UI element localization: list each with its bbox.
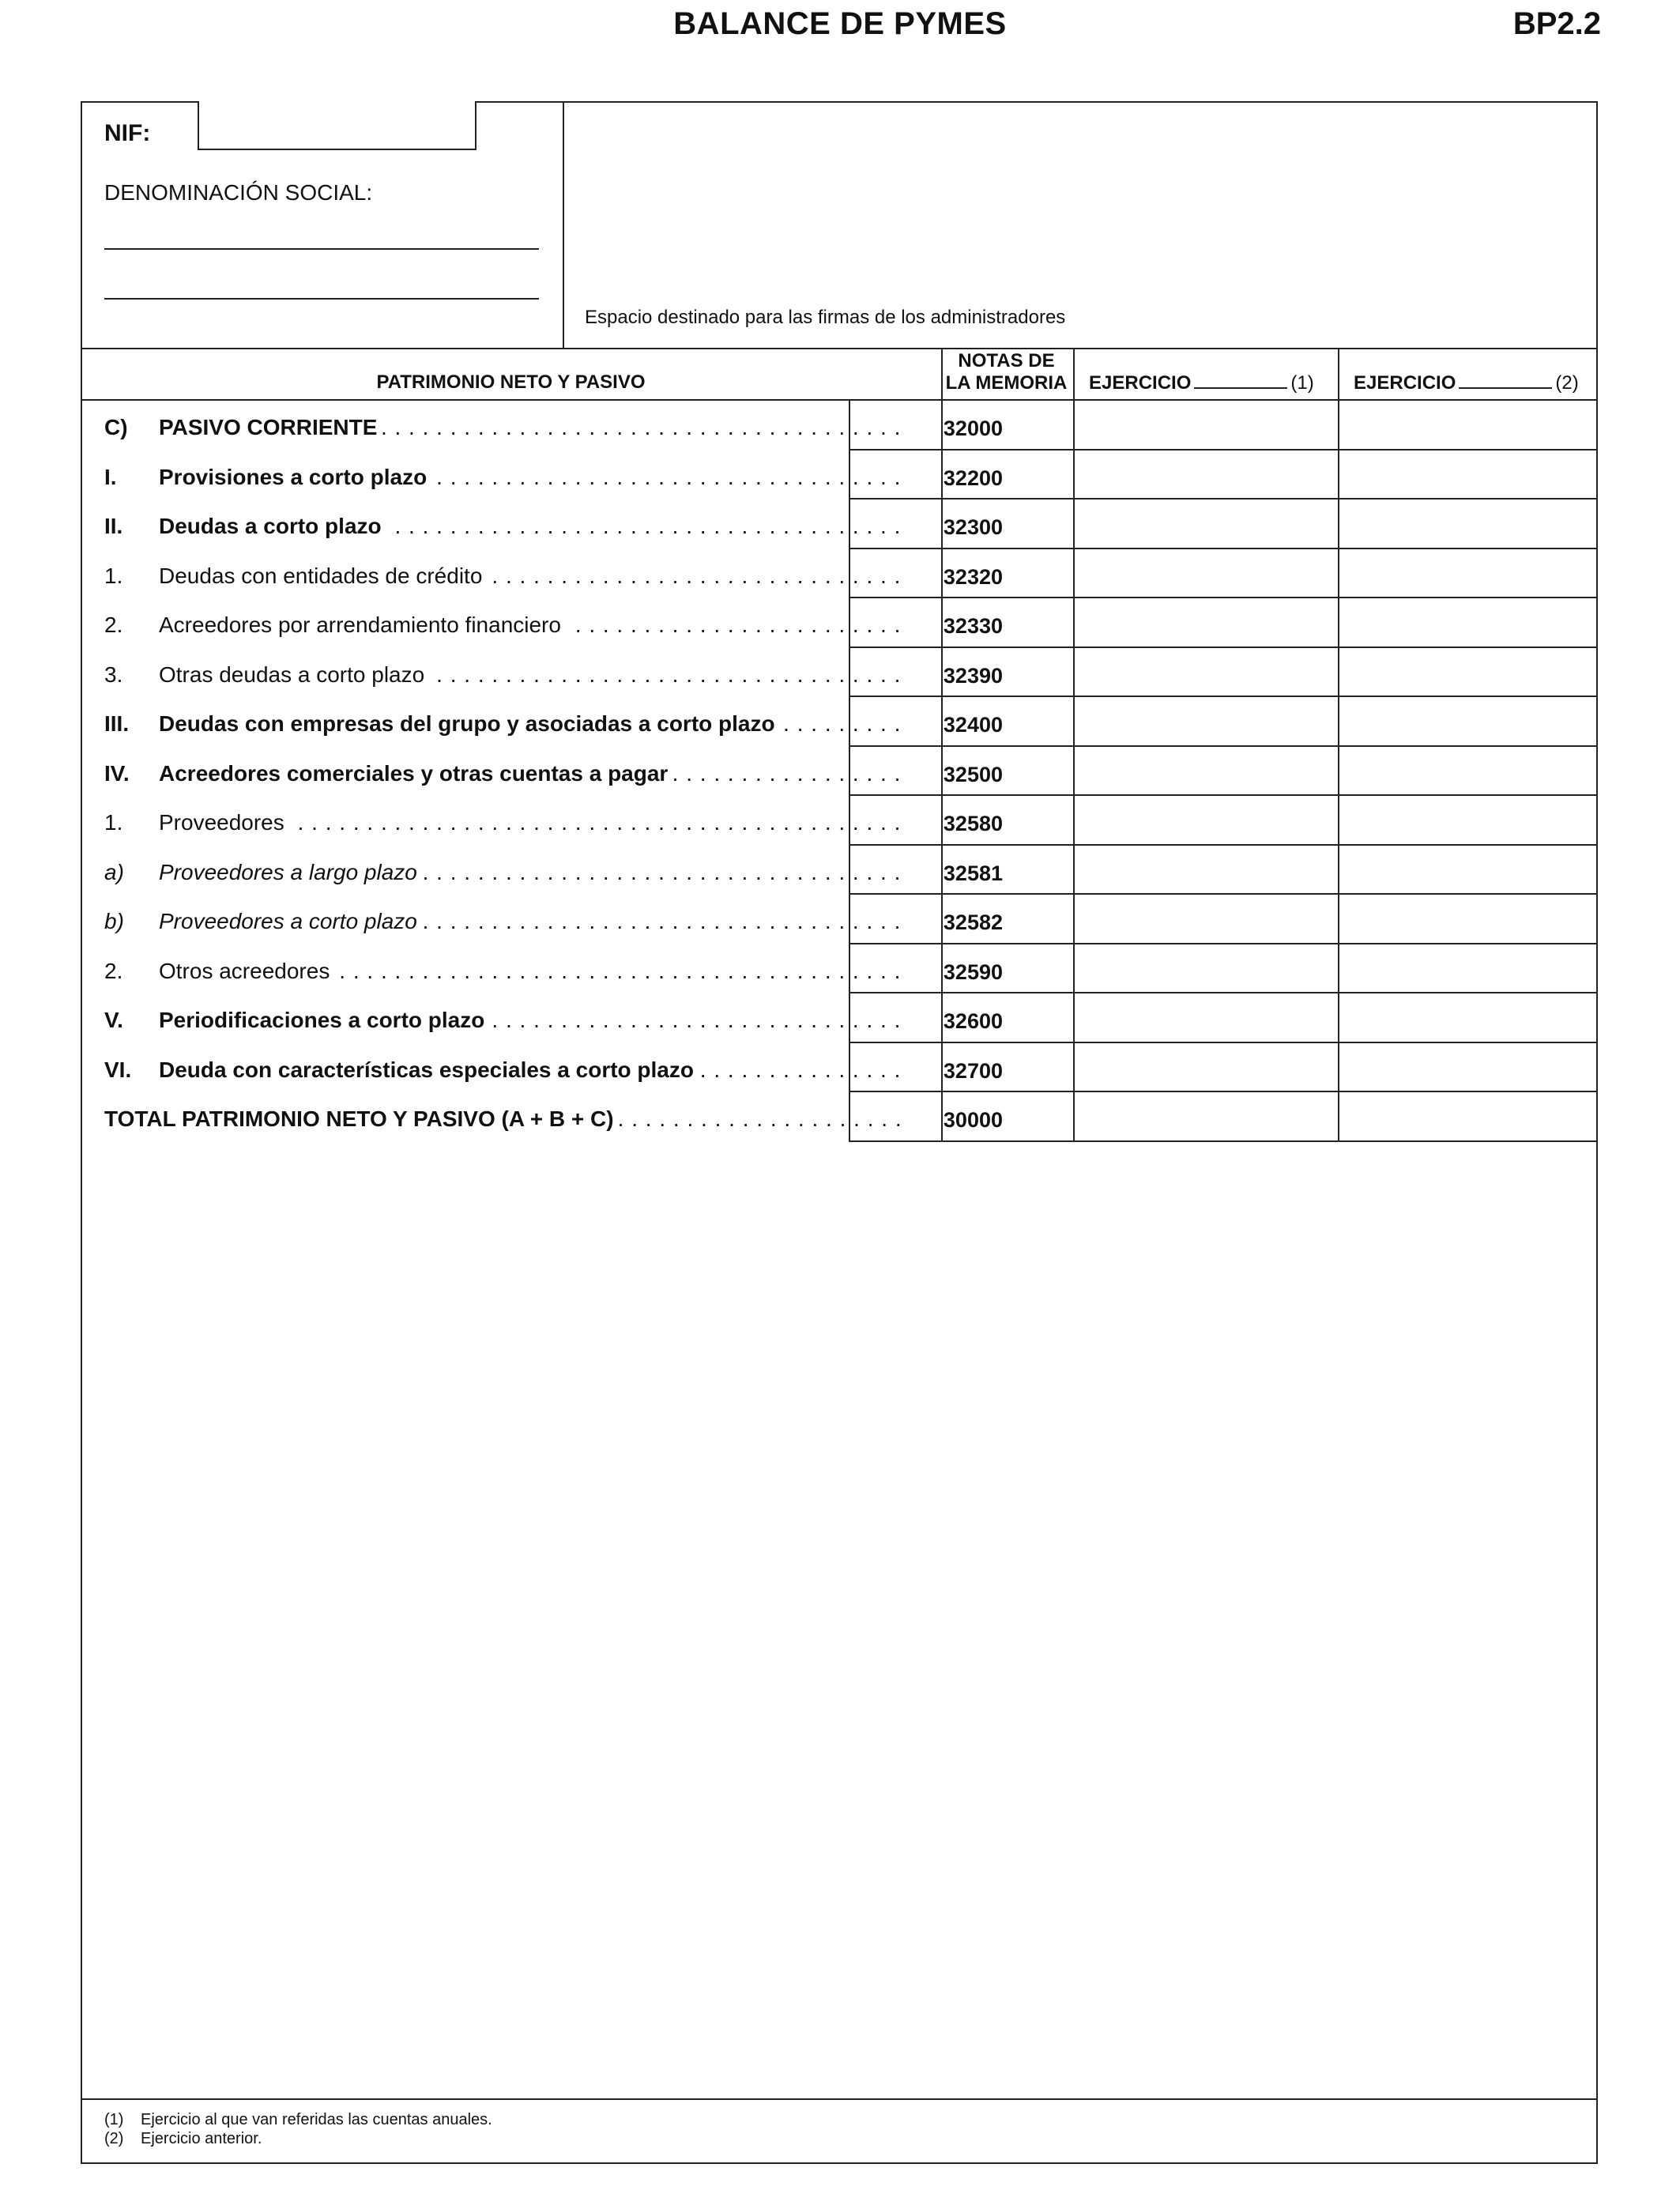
row-label [159, 761, 906, 786]
row-code: 32330 [943, 614, 1003, 638]
table-row [82, 696, 1598, 745]
notas-cell[interactable] [943, 399, 1073, 449]
row-label [159, 810, 906, 835]
header-notas-line-1: NOTAS DE [958, 350, 1055, 371]
row-code: 32580 [943, 812, 1003, 835]
row-number: 1. [104, 810, 123, 835]
row-label-text: TOTAL PATRIMONIO NETO Y PASIVO (A + B + C) [104, 1106, 619, 1131]
id-block-bottom-border [81, 348, 1598, 349]
table-row [82, 548, 1598, 597]
row-code: 30000 [943, 1108, 1003, 1132]
row-number: VI. [104, 1057, 132, 1082]
row-label [159, 613, 906, 638]
ejercicio-1-cell[interactable] [1075, 597, 1338, 647]
header-ejercicio-1 [1089, 371, 1314, 394]
table-row [82, 844, 1598, 893]
ejercicio-1-cell[interactable] [1075, 696, 1338, 745]
ejercicio-2-cell[interactable] [1339, 794, 1596, 844]
nif-label: NIF: [104, 120, 151, 146]
header-notas-memoria [941, 350, 1072, 394]
ejercicio-2-cell[interactable] [1339, 399, 1596, 449]
notas-cell[interactable] [943, 1042, 1073, 1091]
denominacion-label: DENOMINACIÓN SOCIAL: [104, 180, 373, 205]
form-code: BP2.2 [1512, 6, 1601, 41]
notas-cell[interactable] [943, 794, 1073, 844]
table-row [82, 449, 1598, 498]
header-divider-notas [941, 348, 943, 401]
row-code: 32200 [943, 466, 1003, 490]
row-number: III. [104, 711, 130, 736]
row-number: 2. [104, 613, 123, 637]
header-ejercicio-1-label: EJERCICIO [1089, 372, 1192, 394]
row-label [159, 564, 906, 589]
nif-field[interactable] [198, 101, 477, 150]
row-code: 32581 [943, 861, 1003, 885]
footnote-text: Ejercicio al que van referidas las cuentas anuales. [141, 2111, 492, 2128]
notas-cell[interactable] [943, 844, 1073, 894]
notas-cell[interactable] [943, 647, 1073, 696]
header-divider-ej1 [1073, 348, 1075, 401]
row-code: 32590 [943, 959, 1003, 984]
row-code: 32300 [943, 515, 1003, 539]
id-divider [563, 101, 564, 349]
ejercicio-2-cell[interactable] [1339, 597, 1596, 647]
ejercicio-2-cell[interactable] [1339, 1042, 1596, 1091]
ejercicio-1-cell[interactable] [1075, 893, 1338, 943]
notas-cell[interactable] [943, 992, 1073, 1042]
ejercicio-1-cell[interactable] [1075, 745, 1338, 795]
ejercicio-1-cell[interactable] [1075, 794, 1338, 844]
denominacion-line-1[interactable] [104, 248, 539, 250]
ejercicio-2-cell[interactable] [1339, 745, 1596, 795]
row-code: 32000 [943, 417, 1003, 440]
ejercicio-1-cell[interactable] [1075, 647, 1338, 696]
table-row [82, 597, 1598, 646]
table-row [82, 745, 1598, 794]
row-number: 1. [104, 563, 123, 588]
footnotes [104, 2110, 492, 2148]
ejercicio-1-cell[interactable] [1075, 1042, 1338, 1091]
row-label-text: Proveedores a largo plazo [159, 860, 422, 884]
ejercicio-1-cell[interactable] [1075, 399, 1338, 449]
table-row [82, 647, 1598, 696]
row-code: 32390 [943, 663, 1003, 688]
notas-cell[interactable] [943, 597, 1073, 647]
row-number: C) [104, 415, 128, 439]
row-label [159, 415, 906, 440]
row-number: a) [104, 859, 124, 884]
row-label [159, 465, 906, 490]
table-row [82, 498, 1598, 547]
row-label-text: Deudas con empresas del grupo y asociadas a corto plazo [159, 711, 780, 736]
ejercicio-2-cell[interactable] [1339, 844, 1596, 894]
row-number: I. [104, 464, 117, 489]
ejercicio-2-cell[interactable] [1339, 1091, 1596, 1140]
header-notas-line-2: LA MEMORIA [945, 372, 1068, 394]
footnote-text: Ejercicio anterior. [141, 2130, 262, 2147]
row-number: V. [104, 1008, 123, 1032]
notas-cell[interactable] [943, 449, 1073, 499]
signature-area-label: Espacio destinado para las firmas de los administradores [585, 307, 1066, 328]
row-number: 3. [104, 662, 123, 687]
row-label-text: Deuda con características especiales a corto plazo [159, 1057, 699, 1082]
row-number: b) [104, 909, 124, 933]
form-title: BALANCE DE PYMES [673, 6, 1007, 41]
row-code: 32700 [943, 1058, 1003, 1083]
row-label-text: Deudas a corto plazo [159, 514, 386, 538]
footnote [104, 2110, 492, 2129]
table-row [82, 943, 1598, 992]
table-row [82, 893, 1598, 942]
notas-cell[interactable] [943, 696, 1073, 745]
row-label [159, 1057, 906, 1083]
notas-cell[interactable] [943, 745, 1073, 795]
table-row [82, 1091, 1598, 1140]
row-label-text: Periodificaciones a corto plazo [159, 1008, 489, 1032]
footnote-ref: (1) [104, 2111, 124, 2128]
ejercicio-2-cell[interactable] [1339, 548, 1596, 598]
header-ejercicio-1-ref: (1) [1290, 372, 1314, 394]
row-number: IV. [104, 760, 130, 786]
header-divider-ej2 [1338, 348, 1339, 401]
row-label [159, 514, 906, 539]
row-label-text: Provisiones a corto plazo [159, 465, 431, 489]
header-ejercicio-2-label: EJERCICIO [1354, 372, 1456, 394]
row-label-text: Deudas con entidades de crédito [159, 564, 487, 588]
notas-cell[interactable] [943, 498, 1073, 548]
row-code: 32582 [943, 910, 1003, 934]
ejercicio-1-cell[interactable] [1075, 498, 1338, 548]
ejercicio-1-cell[interactable] [1075, 1091, 1338, 1140]
notas-cell[interactable] [943, 1091, 1073, 1140]
row-code: 32320 [943, 564, 1003, 589]
ejercicio-2-cell[interactable] [1339, 943, 1596, 993]
row-label [159, 1008, 906, 1033]
ejercicio-1-cell[interactable] [1075, 449, 1338, 499]
row-label [104, 1106, 906, 1132]
row-number: II. [104, 514, 123, 538]
table-row [82, 794, 1598, 843]
row-label-text: PASIVO CORRIENTE [159, 415, 382, 439]
ejercicio-2-cell[interactable] [1339, 449, 1596, 499]
header-ejercicio-2-ref: (2) [1555, 372, 1579, 394]
ejercicio-1-cell[interactable] [1075, 943, 1338, 993]
row-label-text: Proveedores [159, 810, 289, 835]
header-ejercicio-2-year-blank[interactable] [1459, 371, 1552, 389]
row-label [159, 711, 906, 737]
table-row [82, 992, 1598, 1041]
notas-cell[interactable] [943, 548, 1073, 598]
ejercicio-1-cell[interactable] [1075, 548, 1338, 598]
table-row [82, 1042, 1598, 1091]
row-label [159, 860, 906, 885]
ejercicio-2-cell[interactable] [1339, 498, 1596, 548]
row-label-text: Acreedores comerciales y otras cuentas a pagar [159, 761, 672, 786]
ejercicio-1-cell[interactable] [1075, 844, 1338, 894]
ejercicio-2-cell[interactable] [1339, 696, 1596, 745]
ejercicio-2-cell[interactable] [1339, 647, 1596, 696]
footnote-separator [81, 2098, 1598, 2100]
row-code: 32400 [943, 713, 1003, 737]
row-number: 2. [104, 958, 123, 983]
notas-cell[interactable] [943, 893, 1073, 943]
row-label [159, 959, 906, 984]
row-code: 32600 [943, 1009, 1003, 1033]
footnote [104, 2129, 492, 2148]
footnote-ref: (2) [104, 2130, 124, 2147]
header-ejercicio-2 [1354, 371, 1579, 394]
header-patrimonio: PATRIMONIO NETO Y PASIVO [376, 371, 646, 393]
row-label-text: Otros acreedores [159, 959, 334, 983]
table-row [82, 399, 1598, 448]
ejercicio-2-cell[interactable] [1339, 992, 1596, 1042]
row-label [159, 662, 906, 688]
denominacion-line-2[interactable] [104, 298, 539, 300]
row-label-text: Otras deudas a corto plazo [159, 662, 429, 687]
ejercicio-1-cell[interactable] [1075, 992, 1338, 1042]
row-code: 32500 [943, 762, 1003, 786]
row-label [159, 909, 906, 934]
notas-cell[interactable] [943, 943, 1073, 993]
row-label-text: Acreedores por arrendamiento financiero [159, 613, 566, 637]
row-separator [849, 1140, 1598, 1142]
header-ejercicio-1-year-blank[interactable] [1194, 371, 1287, 389]
ejercicio-2-cell[interactable] [1339, 893, 1596, 943]
row-label-text: Proveedores a corto plazo [159, 909, 422, 933]
